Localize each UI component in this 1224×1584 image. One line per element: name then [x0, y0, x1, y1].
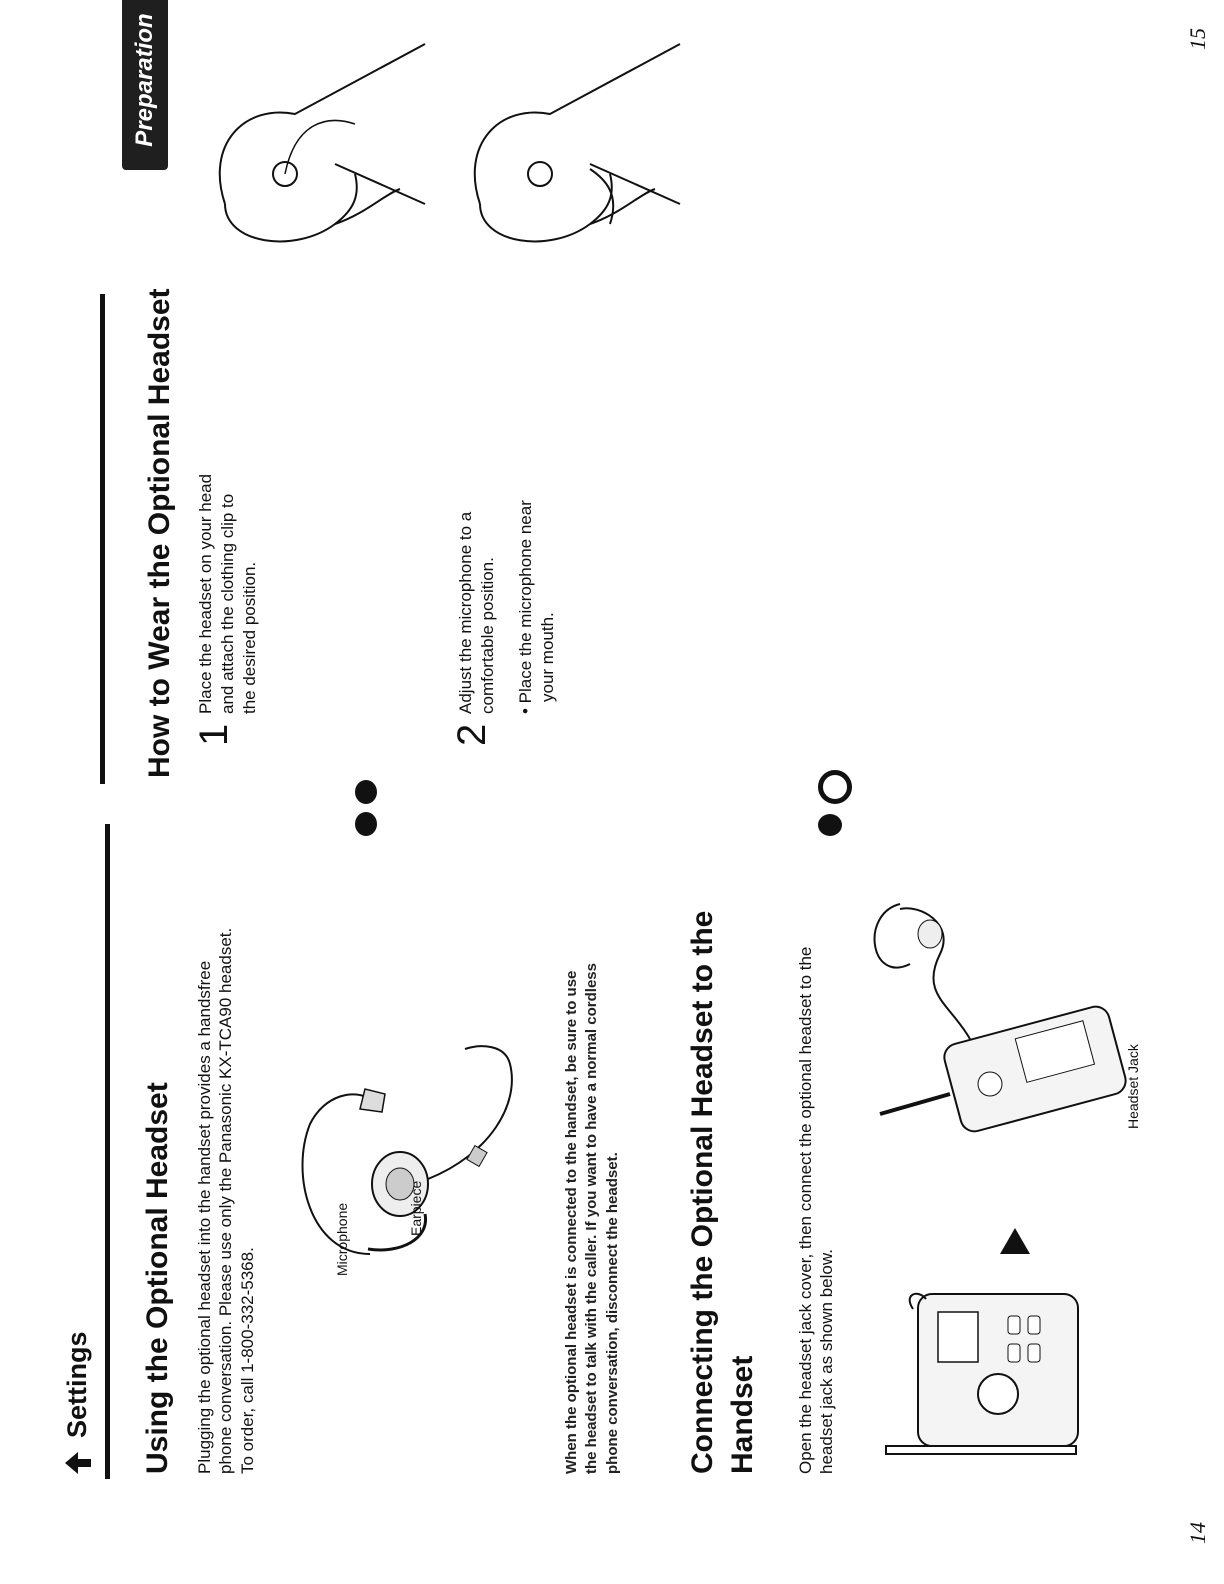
section-title-how-to-wear: How to Wear the Optional Headset [143, 288, 176, 778]
step-line: Place the headset on your head [196, 473, 215, 714]
breadcrumb-label: Settings [62, 1331, 92, 1438]
step-line: comfortable position. [478, 557, 498, 714]
headset-illustration [290, 994, 550, 1294]
bullet-line: your mouth. [538, 612, 558, 702]
step-line: the desired position. [240, 561, 260, 714]
headset-note [562, 814, 623, 1474]
step-number: 1 [192, 723, 236, 746]
person-adjusting-microphone-illustration [440, 4, 680, 264]
section-body-using [194, 824, 258, 1474]
step-number: 2 [450, 723, 494, 746]
microphone-label: Microphone [334, 1202, 350, 1276]
handset-closeup-illustration [858, 1294, 1128, 1474]
section-rule [105, 824, 110, 1479]
section-title-connecting [683, 814, 762, 1474]
title-line: Connecting the Optional Headset to the [686, 910, 719, 1474]
binding-hole [818, 770, 852, 804]
step-text [195, 414, 261, 714]
headset-jack-label: Headset Jack [1125, 1044, 1141, 1129]
section-body-connecting [795, 814, 838, 1474]
arrow-up-icon [65, 1452, 91, 1474]
section-rule [100, 294, 105, 784]
binding-hole [818, 814, 842, 836]
note-line: phone conversation, disconnect the headset. [603, 1152, 621, 1474]
title-line: Handset [725, 1355, 759, 1474]
step-line: and attach the clothing clip to [218, 493, 238, 714]
breadcrumb [62, 1331, 93, 1474]
body-line: Plugging the optional headset into the handset provides a handsfree [195, 960, 214, 1474]
body-line: To order, call 1-800-332-5368. [237, 1247, 257, 1474]
person-wearing-headset-illustration [185, 4, 425, 264]
body-line: phone conversation. Please use only the Panasonic KX-TCA90 headset. [216, 927, 236, 1474]
page-14 [0, 804, 1224, 1584]
step-line: Adjust the microphone to a [456, 511, 475, 714]
handset-with-headset-illustration [880, 894, 1140, 1154]
step-text [455, 414, 499, 714]
note-line: the headset to talk with the caller. If you want to have a normal cordless [583, 963, 601, 1474]
bullet-line: • Place the microphone near [516, 500, 535, 714]
page-number: 15 [1185, 28, 1210, 50]
section-tab: Preparation [122, 0, 168, 170]
note-line: When the optional headset is connected to the handset, be sure to use [563, 970, 580, 1474]
bullet-text [515, 414, 559, 714]
body-line: headset jack as shown below. [817, 1249, 837, 1474]
page-number: 14 [1185, 1522, 1210, 1544]
arrow-right-icon [1000, 1228, 1030, 1254]
binding-hole [355, 812, 377, 836]
section-title-using: Using the Optional Headset [141, 1082, 174, 1474]
body-line: Open the headset jack cover, then connect the optional headset to the [796, 946, 815, 1474]
earpiece-label: Earpiece [408, 1180, 424, 1236]
binding-hole [355, 780, 377, 804]
